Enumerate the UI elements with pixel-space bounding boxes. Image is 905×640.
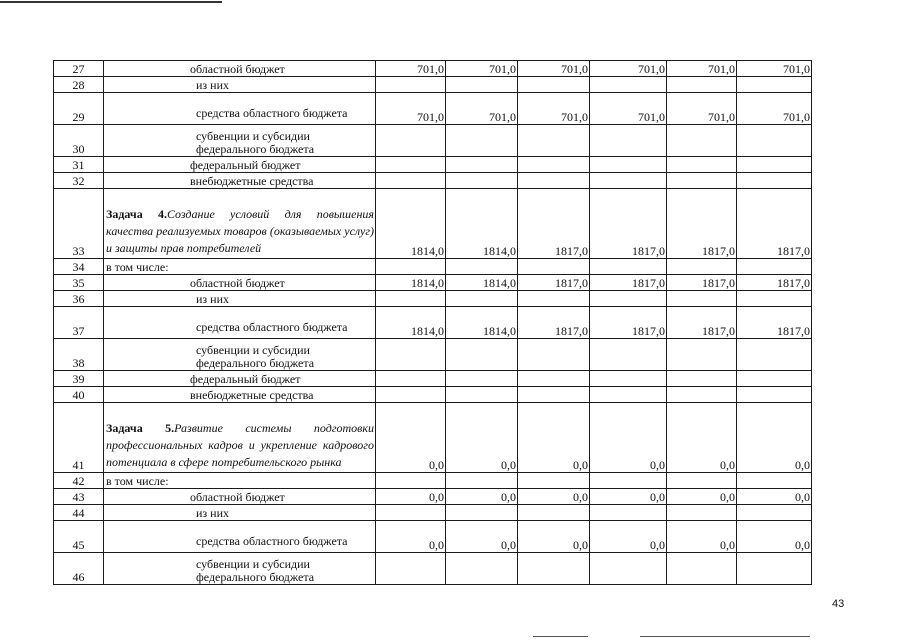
value-cell <box>667 553 737 585</box>
row-description <box>104 371 376 387</box>
row-label: внебюджетные средства <box>190 174 314 188</box>
value-cell: 1814,0 <box>376 189 446 259</box>
row-number: 30 <box>54 125 104 157</box>
value-cell <box>667 387 737 403</box>
row-description <box>104 521 376 553</box>
row-description <box>104 505 376 521</box>
value-cell: 701,0 <box>376 61 446 77</box>
row-description <box>104 307 376 339</box>
value-cell: 701,0 <box>446 61 518 77</box>
row-number: 27 <box>54 61 104 77</box>
value-cell <box>737 387 812 403</box>
table-row <box>54 291 812 307</box>
value-cell <box>737 553 812 585</box>
value-cell <box>737 339 812 371</box>
value-cell <box>518 505 590 521</box>
value-cell: 1817,0 <box>667 307 737 339</box>
value-cell <box>518 339 590 371</box>
table-row <box>54 473 812 489</box>
value-cell <box>737 259 812 275</box>
value-cell: 1817,0 <box>667 275 737 291</box>
row-label: из них <box>196 78 230 92</box>
row-label: в том числе: <box>106 260 169 274</box>
value-cell <box>376 157 446 173</box>
task-text: Развитие системы подготовки профессиональных кадров и укрепление кадрового потенциала в сфере потребительского рынка <box>106 421 374 469</box>
value-cell <box>376 339 446 371</box>
value-cell <box>376 125 446 157</box>
row-description <box>104 173 376 189</box>
value-cell: 1817,0 <box>590 275 667 291</box>
table-row <box>54 77 812 93</box>
row-number: 28 <box>54 77 104 93</box>
value-cell <box>446 77 518 93</box>
value-cell: 701,0 <box>518 93 590 125</box>
value-cell <box>667 77 737 93</box>
value-cell: 0,0 <box>376 403 446 473</box>
value-cell <box>737 77 812 93</box>
value-cell <box>667 339 737 371</box>
value-cell: 1817,0 <box>518 275 590 291</box>
value-cell <box>376 371 446 387</box>
value-cell <box>667 371 737 387</box>
table-row <box>54 387 812 403</box>
row-number: 38 <box>54 339 104 371</box>
row-label: областной бюджет <box>190 490 285 504</box>
row-description <box>104 61 376 77</box>
row-number: 31 <box>54 157 104 173</box>
value-cell: 0,0 <box>737 521 812 553</box>
value-cell <box>590 291 667 307</box>
bottom-rule <box>533 636 588 637</box>
value-cell: 0,0 <box>518 403 590 473</box>
value-cell <box>518 387 590 403</box>
value-cell: 1814,0 <box>376 307 446 339</box>
row-number: 29 <box>54 93 104 125</box>
row-description <box>104 553 376 585</box>
table-row <box>54 125 812 157</box>
row-label: из них <box>196 292 230 306</box>
value-cell <box>518 291 590 307</box>
value-cell: 0,0 <box>590 403 667 473</box>
row-description <box>104 403 376 473</box>
value-cell <box>376 473 446 489</box>
value-cell: 1817,0 <box>590 189 667 259</box>
value-cell <box>590 339 667 371</box>
value-cell <box>446 125 518 157</box>
table-row <box>54 157 812 173</box>
row-number: 36 <box>54 291 104 307</box>
task-description <box>104 419 375 472</box>
table-row <box>54 371 812 387</box>
value-cell: 1817,0 <box>737 307 812 339</box>
row-label: областной бюджет <box>190 62 285 76</box>
value-cell: 1817,0 <box>667 189 737 259</box>
value-cell <box>446 553 518 585</box>
value-cell: 1817,0 <box>518 189 590 259</box>
row-description <box>104 189 376 259</box>
value-cell <box>446 157 518 173</box>
table-row <box>54 61 812 77</box>
row-label: субвенции и субсидии федерального бюджета <box>196 557 315 584</box>
row-label: федеральный бюджет <box>190 372 301 386</box>
value-cell <box>590 553 667 585</box>
value-cell <box>518 553 590 585</box>
row-label: субвенции и субсидии федерального бюджета <box>196 129 315 156</box>
row-description <box>104 489 376 505</box>
value-cell: 701,0 <box>518 61 590 77</box>
value-cell: 0,0 <box>737 489 812 505</box>
page-number: 43 <box>832 598 845 610</box>
value-cell <box>446 387 518 403</box>
table-row <box>54 403 812 473</box>
value-cell <box>737 157 812 173</box>
row-label: средства областного бюджета <box>196 106 348 120</box>
value-cell <box>590 371 667 387</box>
value-cell: 0,0 <box>446 489 518 505</box>
row-description <box>104 125 376 157</box>
task-title: Задача 5. <box>106 421 175 435</box>
table-row <box>54 553 812 585</box>
table-row <box>54 93 812 125</box>
row-description <box>104 259 376 275</box>
value-cell: 1814,0 <box>446 189 518 259</box>
value-cell: 0,0 <box>376 489 446 505</box>
row-number: 35 <box>54 275 104 291</box>
table-row <box>54 189 812 259</box>
row-number: 37 <box>54 307 104 339</box>
table-row <box>54 173 812 189</box>
table-row <box>54 521 812 553</box>
value-cell <box>518 473 590 489</box>
row-label: субвенции и субсидии федерального бюджета <box>196 343 315 370</box>
value-cell <box>446 371 518 387</box>
value-cell <box>518 125 590 157</box>
value-cell: 0,0 <box>446 403 518 473</box>
row-label: областной бюджет <box>190 276 285 290</box>
budget-table <box>53 60 812 585</box>
value-cell: 1817,0 <box>737 275 812 291</box>
value-cell: 701,0 <box>376 93 446 125</box>
table-body <box>54 61 812 585</box>
value-cell: 0,0 <box>737 403 812 473</box>
value-cell: 1814,0 <box>446 307 518 339</box>
value-cell <box>446 473 518 489</box>
value-cell <box>590 473 667 489</box>
value-cell <box>376 259 446 275</box>
value-cell <box>667 505 737 521</box>
value-cell: 1817,0 <box>518 307 590 339</box>
table-row <box>54 339 812 371</box>
row-number: 33 <box>54 189 104 259</box>
row-number: 32 <box>54 173 104 189</box>
row-number: 46 <box>54 553 104 585</box>
value-cell <box>446 339 518 371</box>
row-description <box>104 275 376 291</box>
value-cell <box>737 473 812 489</box>
value-cell <box>590 77 667 93</box>
value-cell <box>590 125 667 157</box>
row-number: 41 <box>54 403 104 473</box>
task-description <box>104 205 375 258</box>
value-cell: 0,0 <box>590 489 667 505</box>
row-number: 34 <box>54 259 104 275</box>
bottom-rule <box>640 636 810 637</box>
value-cell: 1814,0 <box>376 275 446 291</box>
value-cell: 701,0 <box>667 93 737 125</box>
row-number: 42 <box>54 473 104 489</box>
row-label: внебюджетные средства <box>190 388 314 402</box>
value-cell: 701,0 <box>590 93 667 125</box>
value-cell: 0,0 <box>518 489 590 505</box>
row-description <box>104 473 376 489</box>
value-cell: 1814,0 <box>446 275 518 291</box>
value-cell <box>667 473 737 489</box>
top-rule <box>0 1 222 3</box>
value-cell <box>518 157 590 173</box>
row-number: 45 <box>54 521 104 553</box>
task-text: Создание условий для повышения качества реализуемых товаров (оказываемых услуг) и защиты прав потребителей <box>106 207 374 255</box>
row-label: федеральный бюджет <box>190 158 301 172</box>
value-cell <box>518 371 590 387</box>
value-cell <box>376 505 446 521</box>
value-cell <box>518 77 590 93</box>
value-cell <box>376 553 446 585</box>
value-cell <box>590 505 667 521</box>
row-label: средства областного бюджета <box>196 534 348 548</box>
value-cell <box>667 173 737 189</box>
value-cell: 0,0 <box>667 489 737 505</box>
row-description <box>104 291 376 307</box>
value-cell <box>737 291 812 307</box>
value-cell <box>446 173 518 189</box>
value-cell <box>446 291 518 307</box>
value-cell: 701,0 <box>667 61 737 77</box>
value-cell: 701,0 <box>446 93 518 125</box>
value-cell <box>737 125 812 157</box>
row-label: средства областного бюджета <box>196 320 348 334</box>
value-cell: 0,0 <box>667 403 737 473</box>
table-row <box>54 275 812 291</box>
row-number: 40 <box>54 387 104 403</box>
row-label: из них <box>196 506 230 520</box>
value-cell <box>376 173 446 189</box>
value-cell <box>376 77 446 93</box>
value-cell <box>518 259 590 275</box>
value-cell <box>446 259 518 275</box>
value-cell <box>376 291 446 307</box>
row-description <box>104 77 376 93</box>
value-cell <box>737 505 812 521</box>
row-number: 39 <box>54 371 104 387</box>
value-cell: 0,0 <box>518 521 590 553</box>
value-cell: 701,0 <box>737 61 812 77</box>
value-cell <box>737 371 812 387</box>
value-cell <box>590 173 667 189</box>
value-cell <box>667 259 737 275</box>
value-cell: 701,0 <box>590 61 667 77</box>
value-cell: 0,0 <box>446 521 518 553</box>
value-cell <box>518 173 590 189</box>
row-label: в том числе: <box>106 474 169 488</box>
value-cell <box>446 505 518 521</box>
value-cell: 1817,0 <box>737 189 812 259</box>
value-cell <box>667 157 737 173</box>
table-row <box>54 259 812 275</box>
row-description <box>104 387 376 403</box>
value-cell: 0,0 <box>376 521 446 553</box>
row-number: 43 <box>54 489 104 505</box>
value-cell: 1817,0 <box>590 307 667 339</box>
value-cell: 0,0 <box>667 521 737 553</box>
value-cell <box>590 259 667 275</box>
value-cell <box>667 125 737 157</box>
table-row <box>54 505 812 521</box>
table-row <box>54 307 812 339</box>
value-cell: 0,0 <box>590 521 667 553</box>
table-row <box>54 489 812 505</box>
value-cell <box>590 387 667 403</box>
task-title: Задача 4. <box>106 207 167 221</box>
row-number: 44 <box>54 505 104 521</box>
row-description <box>104 93 376 125</box>
value-cell <box>376 387 446 403</box>
row-description <box>104 157 376 173</box>
row-description <box>104 339 376 371</box>
value-cell <box>590 157 667 173</box>
value-cell <box>737 173 812 189</box>
value-cell <box>667 291 737 307</box>
value-cell: 701,0 <box>737 93 812 125</box>
